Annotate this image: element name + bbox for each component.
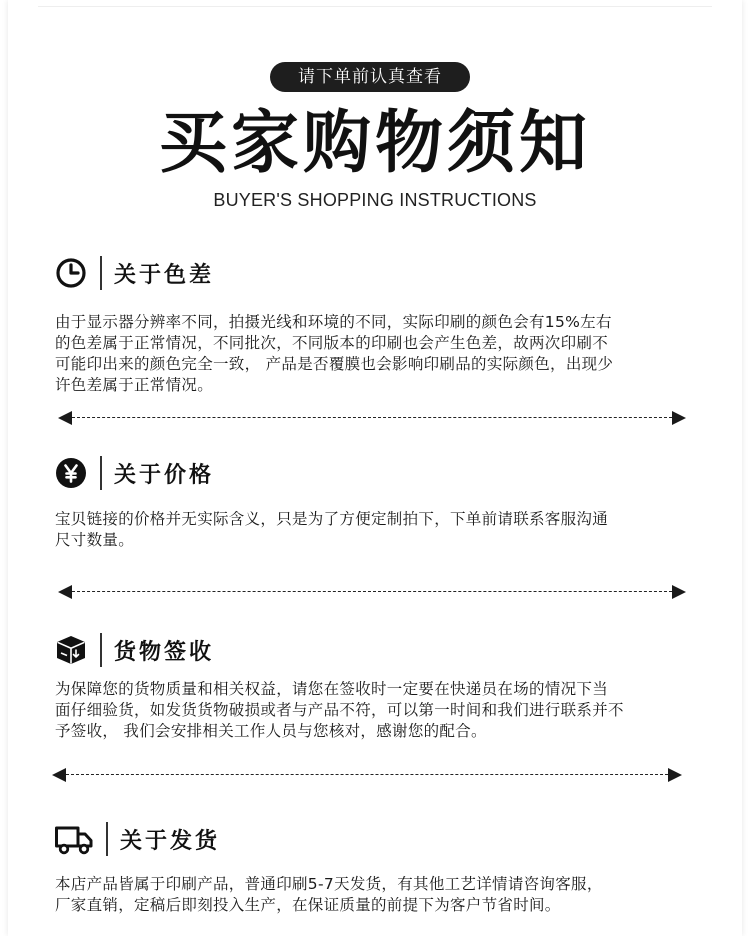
- section-separator-bar: [100, 633, 102, 667]
- page-title: 买家购物须知: [158, 104, 591, 183]
- top-divider-line: [38, 6, 712, 7]
- section-receipt-header: [54, 630, 214, 670]
- text-line: 予签收， 我们会安排相关工作人员与您核对，感谢您的配合。: [55, 722, 487, 740]
- section-separator-bar: [106, 822, 108, 856]
- text-line: 厂家直销，定稿后即刻投入生产，在保证质量的前提下为客户节省时间。: [55, 896, 561, 914]
- arrow-left-icon: [58, 411, 72, 425]
- section-receipt-text: [55, 679, 705, 742]
- section-title: 关于价格: [114, 462, 215, 488]
- clock-icon: [54, 256, 88, 290]
- dashed-arrow-divider: [58, 411, 686, 425]
- text-line: 可能印出来的颜色完全一致， 产品是否覆膜也会影响印刷品的实际颜色，出现少: [55, 355, 614, 373]
- text-line: 本店产品皆属于印刷产品，普通印刷5-7天发货，有其他工艺详情请咨询客服，: [55, 875, 603, 893]
- section-price-header: [54, 453, 214, 493]
- text-line: 由于显示器分辨率不同，拍摄光线和环境的不同，实际印刷的颜色会有15%左右: [55, 313, 612, 331]
- text-line: 面仔细验货，如发货货物破损或者与产品不符，可以第一时间和我们进行联系并不: [55, 701, 624, 719]
- page-subtitle: BUYER'S SHOPPING INSTRUCTIONS: [213, 190, 537, 210]
- section-title: 货物签收: [114, 639, 215, 665]
- yen-icon: [54, 456, 88, 490]
- truck-icon: [54, 822, 94, 856]
- arrow-left-icon: [58, 585, 72, 599]
- section-title: 关于色差: [114, 262, 215, 288]
- text-line: 为保障您的货物质量和相关权益，请您在签收时一定要在快递员在场的情况下当: [55, 680, 609, 698]
- text-line: 的色差属于正常情况，不同批次，不同版本的印刷也会产生色差，故两次印刷不: [55, 334, 609, 352]
- section-separator-bar: [100, 456, 102, 490]
- dashed-arrow-divider: [52, 768, 682, 782]
- section-shipping-text: [55, 874, 705, 916]
- text-line: 许色差属于正常情况。: [55, 376, 214, 394]
- text-line: 宝贝链接的价格并无实际含义，只是为了方便定制拍下，下单前请联系客服沟通: [55, 510, 609, 528]
- section-color-difference-text: [55, 312, 705, 396]
- section-separator-bar: [100, 256, 102, 290]
- section-shipping-header: [54, 819, 220, 859]
- notice-badge: 请下单前认真查看: [270, 62, 470, 92]
- package-icon: [54, 633, 88, 667]
- dashed-arrow-divider: [58, 585, 686, 599]
- arrow-left-icon: [52, 768, 66, 782]
- text-line: 尺寸数量。: [55, 531, 135, 549]
- arrow-right-icon: [672, 585, 686, 599]
- section-color-difference-header: [54, 253, 214, 293]
- section-price-text: [55, 509, 705, 551]
- arrow-right-icon: [672, 411, 686, 425]
- arrow-right-icon: [668, 768, 682, 782]
- section-title: 关于发货: [120, 828, 221, 854]
